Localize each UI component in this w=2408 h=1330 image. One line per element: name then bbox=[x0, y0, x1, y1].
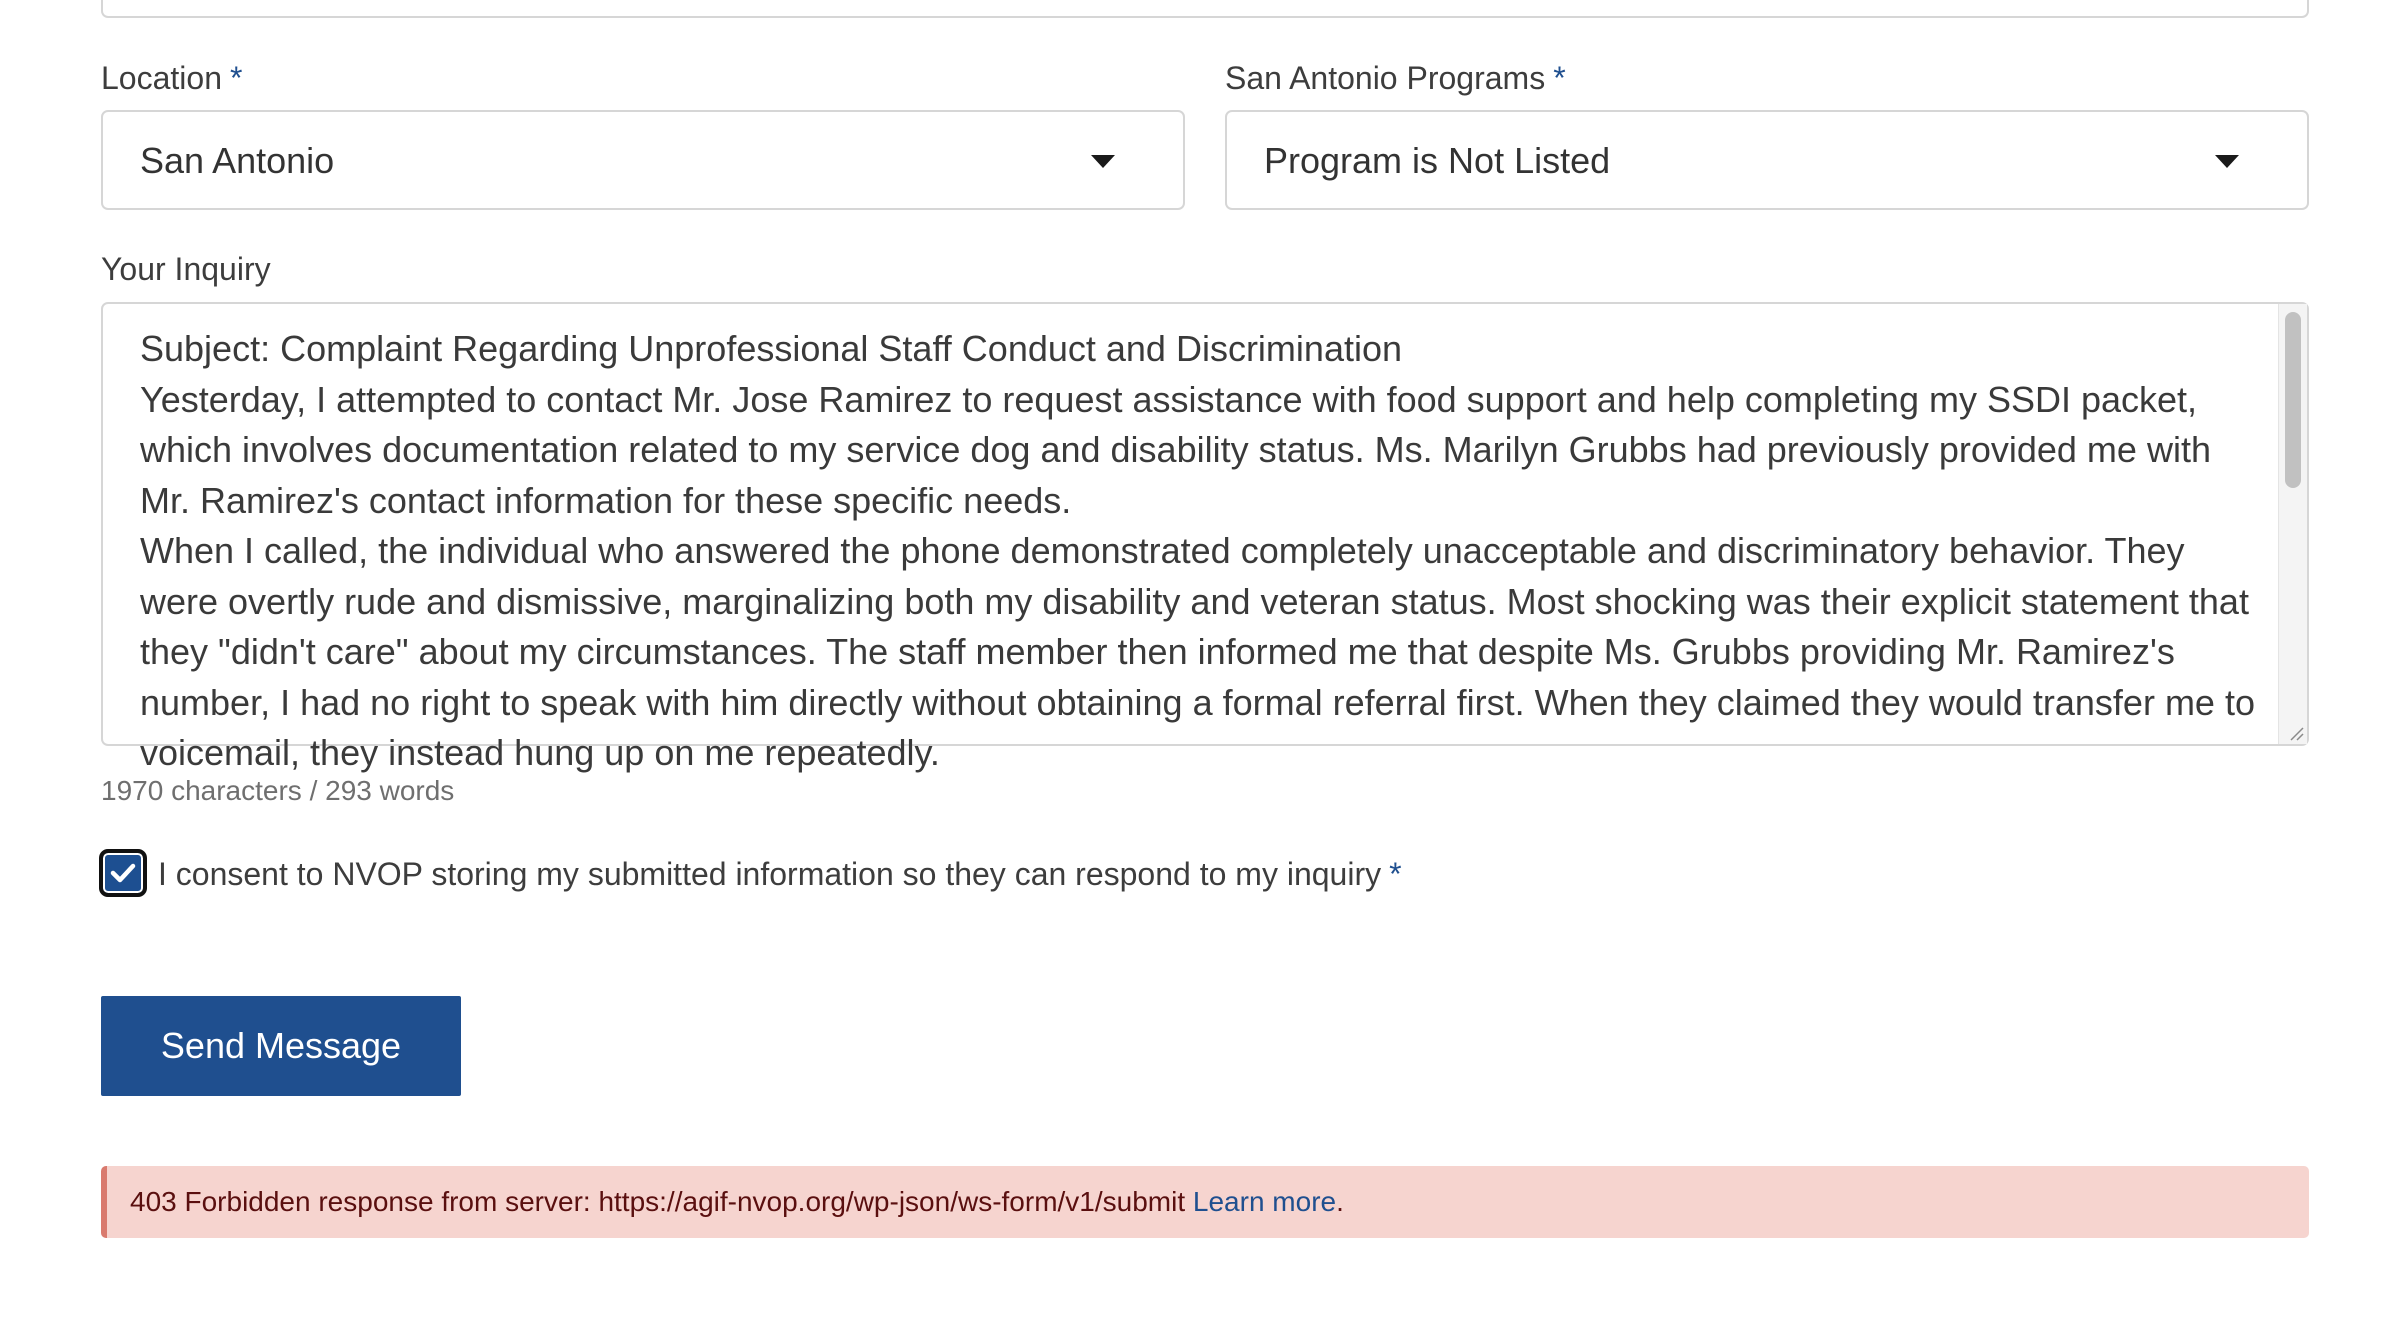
inquiry-paragraph: Subject: Complaint Regarding Unprofessional Staff Conduct and Discrimination bbox=[140, 328, 1403, 369]
resize-handle-icon[interactable] bbox=[2287, 724, 2305, 742]
location-select-value: San Antonio bbox=[140, 140, 335, 181]
consent-label[interactable] bbox=[158, 856, 1402, 893]
inquiry-label: Your Inquiry bbox=[101, 251, 271, 287]
send-message-button[interactable]: Send Message bbox=[101, 996, 461, 1096]
inquiry-textarea[interactable] bbox=[101, 302, 2309, 773]
required-asterisk: * bbox=[229, 60, 243, 96]
program-select-value: Program is Not Listed bbox=[1264, 140, 1611, 181]
inquiry-paragraph: Yesterday, I attempted to contact Mr. Jose Ramirez to request assistance with food support and help completing my SSDI packet, which involves documentation related to my service dog and disability status. Ms. Marilyn Grubbs had previously provided me with Mr. Ramirez's contact information for these specific needs. bbox=[140, 378, 2211, 521]
consent-label-text: I consent to NVOP storing my submitted information so they can respond to my inquiry bbox=[158, 856, 1382, 892]
caret-down-icon bbox=[1091, 155, 1115, 168]
error-trailing-period: . bbox=[1336, 1186, 1344, 1217]
checkmark-icon bbox=[110, 862, 136, 884]
inquiry-paragraph: When I called, the individual who answered the phone demonstrated completely unacceptable and discriminatory behavior. They were overtly rude and dismissive, marginalizing both my disability and veteran status. Most shocking was their explicit statement that they "didn't care" about my circumstances. The staff member then informed me that despite Ms. Grubbs providing Mr. Ramirez's number, I had no right to speak with him directly without obtaining a formal referral first. When they claimed they would transfer me to voicemail, they instead hung up on me repeatedly. bbox=[140, 530, 2255, 773]
program-select[interactable] bbox=[1225, 110, 2309, 210]
location-label-text: Location bbox=[101, 60, 222, 96]
consent-checkbox[interactable] bbox=[99, 849, 147, 897]
character-word-counter: 1970 characters / 293 words bbox=[101, 775, 455, 806]
learn-more-link[interactable]: Learn more bbox=[1192, 1186, 1337, 1217]
error-message bbox=[130, 1186, 1344, 1218]
program-label-text: San Antonio Programs bbox=[1225, 60, 1546, 96]
inquiry-text bbox=[140, 324, 2270, 779]
caret-down-icon bbox=[2215, 155, 2239, 168]
program-label bbox=[1225, 62, 1566, 94]
location-label bbox=[101, 62, 242, 94]
previous-field-bottom-edge bbox=[101, 0, 2309, 18]
required-asterisk: * bbox=[1389, 856, 1402, 892]
required-asterisk: * bbox=[1553, 60, 1566, 96]
location-select[interactable] bbox=[101, 110, 1185, 210]
textarea-scrollbar[interactable] bbox=[2278, 304, 2307, 744]
error-alert bbox=[101, 1166, 2309, 1238]
error-message-text: 403 Forbidden response from server: https://agif-nvop.org/wp-json/ws-form/v1/submit bbox=[130, 1186, 1186, 1217]
scrollbar-thumb[interactable] bbox=[2285, 312, 2301, 488]
